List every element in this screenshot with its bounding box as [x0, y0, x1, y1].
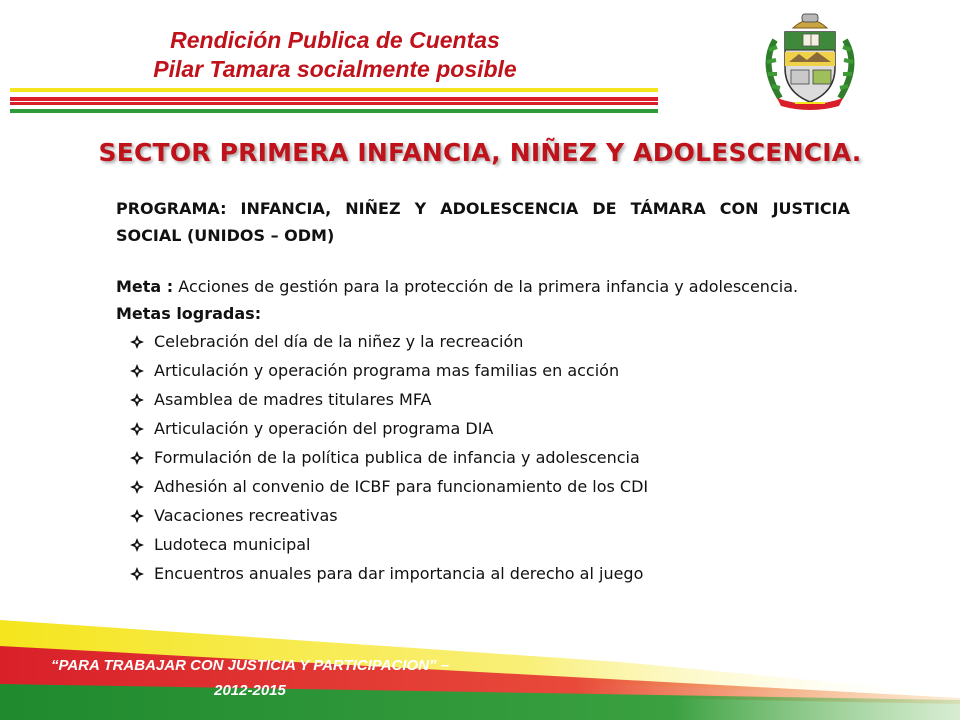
- header-title-line1: Rendición Publica de Cuentas: [170, 27, 500, 53]
- red-stripe: [10, 102, 658, 105]
- list-item: [130, 501, 850, 530]
- content-body: [116, 195, 850, 588]
- list-item: [130, 472, 850, 501]
- list-item-text: Encuentros anuales para dar importancia al derecho al juego: [154, 564, 644, 583]
- diamond-bullet-icon: [130, 567, 144, 581]
- meta-paragraph: [116, 273, 850, 300]
- diamond-bullet-icon: [130, 422, 144, 436]
- green-stripe: [10, 109, 658, 113]
- achieved-list: [116, 327, 850, 588]
- header-title-line2: Pilar Tamara socialmente posible: [153, 56, 517, 82]
- list-item-text: Asamblea de madres titulares MFA: [154, 390, 432, 409]
- achieved-label: Metas logradas:: [116, 304, 262, 323]
- diamond-bullet-icon: [130, 364, 144, 378]
- yellow-stripe: [10, 88, 658, 92]
- diamond-bullet-icon: [130, 393, 144, 407]
- footer-years: 2012-2015: [214, 682, 286, 699]
- meta-text: Acciones de gestión para la protección de la primera infancia y adolescencia.: [173, 277, 799, 296]
- program-title: PROGRAMA: INFANCIA, NIÑEZ Y ADOLESCENCIA DE TÁMARA CON JUSTICIA SOCIAL (UNIDOS – ODM): [116, 199, 850, 245]
- list-item-text: Articulación y operación del programa DIA: [154, 419, 494, 438]
- diamond-bullet-icon: [130, 538, 144, 552]
- diamond-bullet-icon: [130, 480, 144, 494]
- list-item: [130, 559, 850, 588]
- footer-slogan: “PARA TRABAJAR CON JUSTICIA Y PARTICIPACION” –: [50, 657, 450, 674]
- list-item: [130, 443, 850, 472]
- list-item-text: Articulación y operación programa mas familias en acción: [154, 361, 620, 380]
- list-item: [130, 356, 850, 385]
- diamond-bullet-icon: [130, 335, 144, 349]
- red-stripe: [10, 97, 658, 101]
- list-item: [130, 414, 850, 443]
- list-item-text: Vacaciones recreativas: [154, 506, 338, 525]
- list-item-text: Celebración del día de la niñez y la recreación: [154, 332, 524, 351]
- list-item-text: Adhesión al convenio de ICBF para funcionamiento de los CDI: [154, 477, 649, 496]
- list-item: [130, 385, 850, 414]
- list-item-text: Ludoteca municipal: [154, 535, 311, 554]
- sector-title: SECTOR PRIMERA INFANCIA, NIÑEZ Y ADOLESCENCIA.: [98, 138, 862, 167]
- coat-of-arms-icon: [755, 10, 865, 110]
- list-item-text: Formulación de la política publica de infancia y adolescencia: [154, 448, 640, 467]
- list-item: [130, 327, 850, 356]
- meta-label: Meta :: [116, 277, 174, 296]
- list-item: [130, 530, 850, 559]
- diamond-bullet-icon: [130, 509, 144, 523]
- diamond-bullet-icon: [130, 451, 144, 465]
